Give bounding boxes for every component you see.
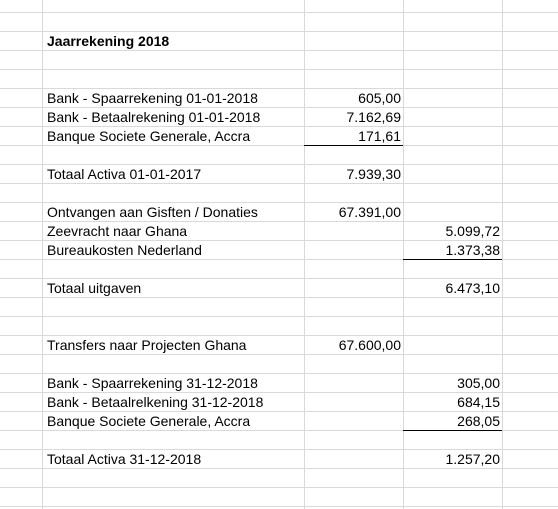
sum-underline xyxy=(403,259,502,260)
cell-label[interactable]: Totaal Activa 31-12-2018 xyxy=(47,451,202,467)
cell-label[interactable]: Totaal Activa 01-01-2017 xyxy=(47,166,202,182)
gridline xyxy=(0,506,558,507)
gridline xyxy=(42,0,43,509)
sheet-title[interactable]: Jaarrekening 2018 xyxy=(47,33,170,49)
cell-label[interactable]: Bank - Spaarrekening 01-01-2018 xyxy=(47,90,258,106)
cell-value[interactable]: 67.391,00 xyxy=(338,204,401,220)
cell-value[interactable]: 1.373,38 xyxy=(445,242,500,258)
gridline xyxy=(403,0,404,509)
gridline xyxy=(304,0,305,509)
cell-value[interactable]: 67.600,00 xyxy=(338,337,401,353)
cell-value[interactable]: 5.099,72 xyxy=(445,223,500,239)
cell-value[interactable]: 684,15 xyxy=(457,394,500,410)
cell-value[interactable]: 1.257,20 xyxy=(445,451,500,467)
cell-value[interactable]: 171,61 xyxy=(358,128,401,144)
cell-value[interactable]: 605,00 xyxy=(358,90,401,106)
cell-value[interactable]: 7.939,30 xyxy=(346,166,401,182)
gridline xyxy=(0,69,558,70)
cell-label[interactable]: Bank - Spaarrekening 31-12-2018 xyxy=(47,375,258,391)
cell-value[interactable]: 6.473,10 xyxy=(445,280,500,296)
cell-label[interactable]: Bank - Betaalrekening 01-01-2018 xyxy=(47,109,261,125)
cell-value[interactable]: 305,00 xyxy=(457,375,500,391)
gridline xyxy=(0,316,558,317)
sum-underline xyxy=(304,145,403,146)
cell-value[interactable]: 268,05 xyxy=(457,413,500,429)
sum-underline xyxy=(403,430,502,431)
cell-label[interactable]: Banque Societe Generale, Accra xyxy=(47,128,251,144)
cell-label[interactable]: Bank - Betaalrelkening 31-12-2018 xyxy=(47,394,264,410)
cell-label[interactable]: Zeevracht naar Ghana xyxy=(47,223,188,239)
cell-value[interactable]: 7.162,69 xyxy=(346,109,401,125)
cell-label[interactable]: Ontvangen aan Gisften / Donaties xyxy=(47,204,258,220)
cell-label[interactable]: Totaal uitgaven xyxy=(47,280,142,296)
gridline xyxy=(502,0,503,509)
cell-label[interactable]: Bureaukosten Nederland xyxy=(47,242,202,258)
gridline xyxy=(0,12,558,13)
gridline xyxy=(0,487,558,488)
cell-label[interactable]: Banque Societe Generale, Accra xyxy=(47,413,251,429)
cell-label[interactable]: Transfers naar Projecten Ghana xyxy=(47,337,247,353)
